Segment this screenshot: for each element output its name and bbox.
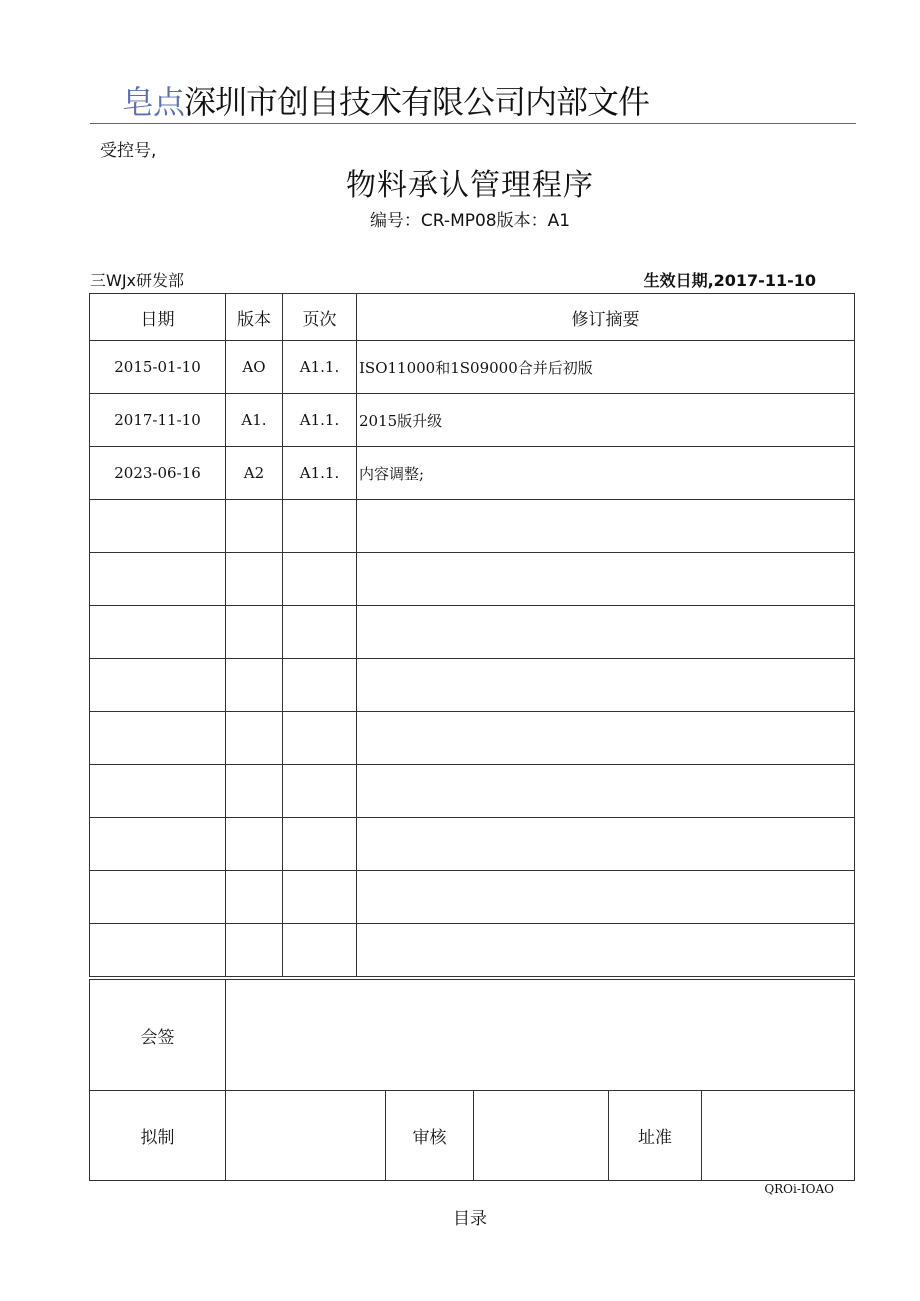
effective-date: 生效日期,2017-11-10 xyxy=(643,271,816,290)
form-code: QROi-IOAO xyxy=(764,1182,834,1196)
empty-table-row xyxy=(90,818,855,871)
document-number: 编号：CR-MP08版本：A1 xyxy=(369,211,571,231)
empty-table-row xyxy=(90,924,855,977)
table-row xyxy=(90,341,855,394)
approved-by-field xyxy=(702,1091,855,1181)
cell-date: 2015-01-10 xyxy=(90,341,226,394)
column-header-version: 版本 xyxy=(226,294,283,341)
countersign-label: 会签 xyxy=(90,980,226,1091)
column-header-summary: 修订摘要 xyxy=(357,294,855,341)
empty-table-row xyxy=(90,871,855,924)
department-label: 三WJx研发部 xyxy=(90,271,185,290)
table-header-row xyxy=(90,294,855,341)
table-of-contents-heading: 目录 xyxy=(453,1209,487,1229)
header-divider xyxy=(90,123,856,124)
table-row xyxy=(90,447,855,500)
empty-table-row xyxy=(90,659,855,712)
cell-pages: A1.1. xyxy=(283,447,357,500)
column-header-pages: 页次 xyxy=(283,294,357,341)
empty-table-row xyxy=(90,606,855,659)
countersign-field xyxy=(226,980,855,1091)
cell-version: A1. xyxy=(226,394,283,447)
cell-summary: 2015版升级 xyxy=(357,394,855,447)
cell-pages: A1.1. xyxy=(283,341,357,394)
empty-table-row xyxy=(90,765,855,818)
countersign-row xyxy=(90,980,855,1091)
cell-summary: ISO11000和1S09000合并后初版 xyxy=(357,341,855,394)
controlled-number-label: 受控号, xyxy=(100,141,157,161)
column-header-date: 日期 xyxy=(90,294,226,341)
empty-table-row xyxy=(90,553,855,606)
cell-date: 2023-06-16 xyxy=(90,447,226,500)
approval-row xyxy=(90,1091,855,1181)
approved-by-label: 址准 xyxy=(609,1091,702,1181)
reviewed-by-label: 审核 xyxy=(386,1091,474,1181)
table-row xyxy=(90,394,855,447)
cell-summary: 内容调整; xyxy=(357,447,855,500)
empty-table-row xyxy=(90,500,855,553)
reviewed-by-field xyxy=(474,1091,609,1181)
document-header xyxy=(122,82,649,122)
company-logo: 皂点 xyxy=(122,83,185,121)
company-title: 深圳市创自技术有限公司内部文件 xyxy=(184,83,650,121)
signoff-table xyxy=(89,979,855,1181)
drafted-by-label: 拟制 xyxy=(90,1091,226,1181)
drafted-by-field xyxy=(226,1091,386,1181)
empty-table-row xyxy=(90,712,855,765)
cell-version: AO xyxy=(226,341,283,394)
cell-pages: A1.1. xyxy=(283,394,357,447)
revision-history-table xyxy=(89,293,855,977)
cell-version: A2 xyxy=(226,447,283,500)
cell-date: 2017-11-10 xyxy=(90,394,226,447)
document-title: 物料承认管理程序 xyxy=(346,168,594,203)
